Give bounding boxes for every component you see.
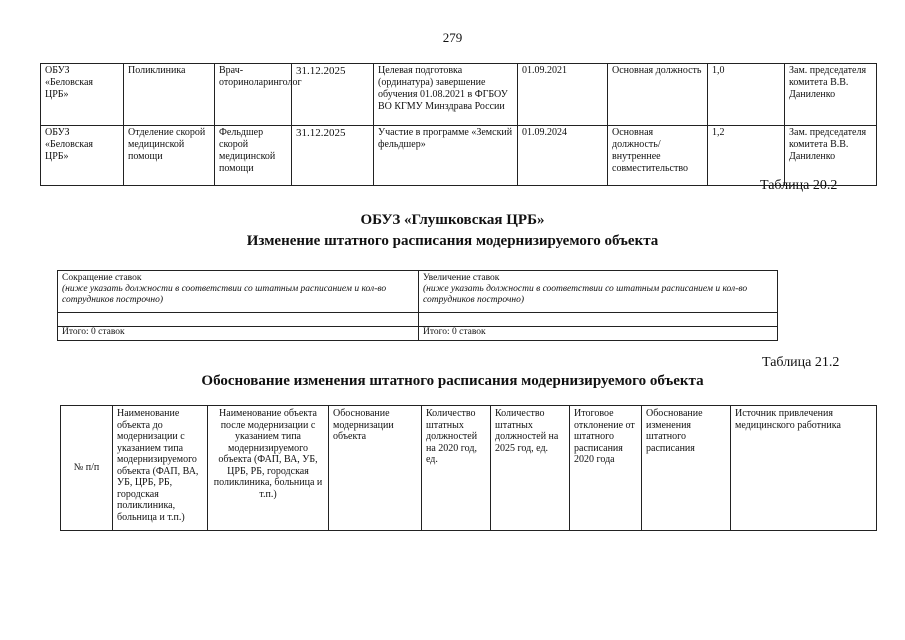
organization-title: ОБУЗ «Глушковская ЦРБ»	[360, 212, 545, 228]
table-header-cell	[58, 271, 419, 313]
table-cell	[419, 313, 778, 327]
page-number: 279	[442, 30, 463, 45]
table-cell: ОБУЗ «Беловская ЦРБ»	[41, 126, 124, 186]
table-cell: Зам. председателя комитета В.В. Даниленко	[785, 64, 877, 126]
reduction-total: Итого: 0 ставок	[58, 327, 419, 341]
table-header-cell	[419, 271, 778, 313]
table-cell: 1,2	[708, 126, 785, 186]
reduction-header: Сокращение ставок	[62, 273, 142, 283]
staff-change-table	[57, 270, 778, 341]
table-caption: Таблица 20.2	[760, 178, 838, 193]
section-title: Изменение штатного расписания модернизируемого объекта	[246, 233, 659, 249]
table-header-cell: Количество штатных должностей на 2025 год, ед.	[491, 406, 570, 531]
table-cell: 1,0	[708, 64, 785, 126]
table-row	[58, 271, 778, 313]
table-cell: Отделение скорой медицинской помощи	[124, 126, 215, 186]
table-cell: Целевая подготовка (ординатура) завершение обучения 01.08.2021 в ФГБОУ ВО КГМУ Минздрава России	[374, 64, 518, 126]
table-cell: Поликлиника	[124, 64, 215, 126]
table-cell: Участие в программе «Земский фельдшер»	[374, 126, 518, 186]
table-header-cell: Обоснование модернизации объекта	[329, 406, 422, 531]
table-header-cell: Наименование объекта после модернизации с указанием типа модернизируемого объекта (ФАП, ВА, УБ, ЦРБ, РБ, городская поликлиника, больница и т.п.)	[208, 406, 329, 531]
table-row	[61, 406, 877, 531]
table-cell: Основная должность/внутреннее совместительство	[608, 126, 708, 186]
table-cell: Зам. председателя комитета В.В. Даниленко	[785, 126, 877, 186]
increase-note: (ниже указать должности в соответствии со штатным расписанием и кол-во сотрудников построчно)	[423, 284, 748, 305]
top-table	[40, 63, 877, 186]
table-cell: 01.09.2021	[518, 64, 608, 126]
table-cell: ОБУЗ «Беловская ЦРБ»	[41, 64, 124, 126]
table-cell: Фельдшер скорой медицинской помощи	[215, 126, 292, 186]
table-cell	[58, 313, 419, 327]
table-header-cell: Итоговое отклонение от штатного расписания 2020 года	[570, 406, 642, 531]
table-row	[58, 313, 778, 327]
reduction-note: (ниже указать должности в соответствии со штатным расписанием и кол-во сотрудников построчно)	[62, 284, 387, 305]
table-row	[41, 64, 877, 126]
table-row	[41, 126, 877, 186]
table-cell: 31.12.2025	[292, 64, 374, 126]
table-caption: Таблица 21.2	[762, 355, 840, 370]
table-header-cell: № п/п	[61, 406, 113, 531]
table-cell: 31.12.2025	[292, 126, 374, 186]
table-header-cell: Источник привлечения медицинского работника	[731, 406, 877, 531]
increase-header: Увеличение ставок	[423, 273, 500, 283]
table-header-cell: Обоснование изменения штатного расписания	[642, 406, 731, 531]
table-header-cell: Наименование объекта до модернизации с указанием типа модернизируемого объекта (ФАП, ВА, УБ, ЦРБ, РБ, городская поликлиника, больница и т.п.)	[113, 406, 208, 531]
section-title: Обоснование изменения штатного расписания модернизируемого объекта	[201, 373, 704, 389]
justification-table	[60, 405, 877, 531]
table-row	[58, 327, 778, 341]
table-cell: Врач-оториноларинголог	[215, 64, 292, 126]
increase-total: Итого: 0 ставок	[419, 327, 778, 341]
table-header-cell: Количество штатных должностей на 2020 год, ед.	[422, 406, 491, 531]
table-cell: 01.09.2024	[518, 126, 608, 186]
table-cell: Основная должность	[608, 64, 708, 126]
